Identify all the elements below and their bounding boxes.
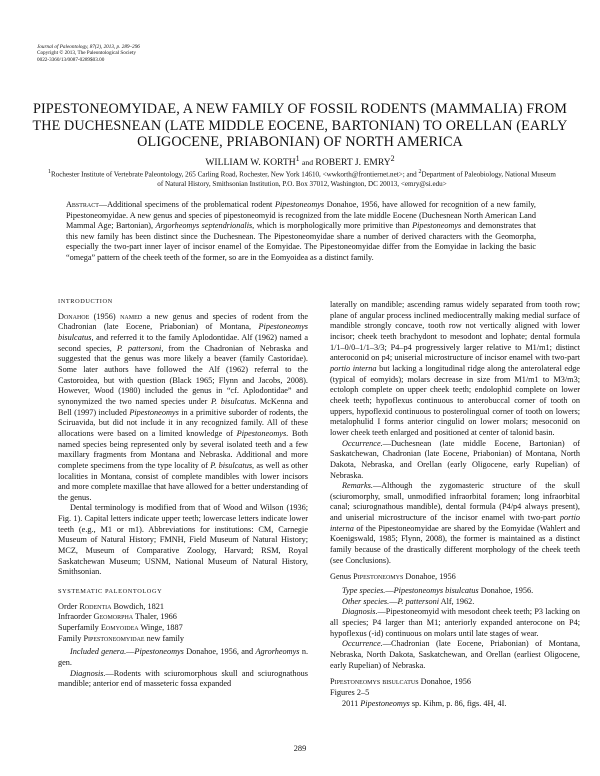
body-text: Donahoe, 1956, and (183, 647, 256, 657)
taxon-name: P. pattersoni (397, 596, 440, 606)
species-figures-line: Figures 2–5 (330, 687, 370, 697)
classification-block (58, 602, 308, 645)
body-text: laterally on mandible; ascending ramus widely separated from tooth row; plane of angular process inclined mediocentrally making medial surface of mandible strongly concave, tooth row not vertically aligned with lower incisor; cheek teeth brachydont to mesodont and lophate; dental formula 1/1–0/0–1/1–3/3; P4–p4 progressively larger relative to M1/m1; distinct anteroconid on p4; uniserial microstructure of incisor enamel with two-part (330, 300, 580, 363)
taxon-name: P. pattersoni (116, 343, 162, 353)
rank-text: Superfamily (58, 623, 101, 633)
taxon-name: Pipestoneomys (236, 428, 287, 438)
abstract-text: , which is morphologically more primitive than (252, 221, 413, 230)
rank-text: Order (58, 601, 80, 611)
left-column (58, 297, 308, 690)
intro-paragraph-1 (58, 312, 308, 504)
body-text: named (120, 311, 143, 321)
journal-citation: Journal of Paleontology, 87(2), 2013, p. 289–296 (37, 44, 140, 50)
paragraph-label: Occurrence. (342, 639, 383, 649)
author-emry: ROBERT J. EMRY (315, 157, 391, 169)
family-line (58, 634, 308, 645)
abstract-text: Donahoe, 1956, have allowed for recognition of a new family, Pipestoneomyidae. A new genus and species of pipestoneomyid is recognized from the late middle Eocene (Duchesnean North American Land Mammal Age; Bartonian), (66, 200, 536, 230)
abstract-label: Abstract (66, 200, 99, 209)
body-text: —Rodents with sciuromorphous skull and sciurognathous mandible; anterior end of masseteric fossa expanded (58, 668, 308, 689)
author-line (30, 154, 570, 168)
species-heading (330, 677, 580, 688)
abstract (66, 200, 536, 263)
body-text: (1956) (89, 311, 121, 321)
taxon-name: P. bisulcatus (211, 396, 255, 406)
paragraph-label: Diagnosis. (342, 607, 378, 617)
authority-text: Thaler, 1966 (133, 612, 177, 622)
body-text: — (385, 586, 394, 596)
diagnosis-continued (330, 300, 580, 439)
taxon-name: Pipestoneomys (353, 572, 404, 582)
taxon-name: Pipestoneomys bisulcatus (58, 322, 308, 342)
taxon-name: Eomyoidea (100, 623, 139, 633)
body-text: 2011 (342, 698, 361, 708)
body-text: —Duchesnean (late middle Eocene, Bartonian) of Saskatchewan, Chadronian (late Eocene, Priabonian) of Montana, North Dakota, Nebraska, and Orellan (early Oligocene, early Rupelian) of Nebraska. (330, 438, 580, 480)
taxon-name: Rodentia (79, 601, 112, 611)
body-text: , and referred it to the family Aplodontidae. Alf (1962) named a second species, (58, 332, 308, 353)
body-text: —Although the zygomasteric structure of the skull (sciuromorphy, small, unmodified infraorbital foramen; long infraorbital canal; sciurognathous mandible), dental formula (P4/p4 always present), and uniserial microstructure of the incisor enamel with two-part (330, 481, 580, 523)
abstract-text: —Additional specimens of the problematical rodent (98, 200, 275, 209)
body-text: of the Pipestoneomyidae are shared by the Eomyidae (Wahlert and Koenigswald, 1985; Flynn, 2008), the former is maintained as a distinct family because of the drastically different morphology of the cheek teeth (see Conclusions). (330, 523, 580, 565)
genus-occurrence-paragraph (330, 639, 580, 671)
author-emry-affil-mark: 2 (390, 154, 395, 163)
affiliation-1: Rochester Institute of Vertebrate Paleontology, 265 Carling Road, Rochester, New York 14610, <wwkorth@frontiernet.net>; and (51, 170, 417, 179)
body-text: , from the Chadronian of Nebraska and suggested that the genus was more likely a beaver (family Castoridae). Some later authors have followed the Alf (1962) referral to the Castoroidea, but with question (Black 1965; Flynn and Jacobs, 2008). However, Wood (1980) included the genus in “cf. Aplodontidae” and synonymized the two named species under (58, 343, 309, 406)
taxon-name: Pipestoneomys (129, 407, 179, 417)
authority-text: new family (144, 633, 185, 643)
drop-cap-word: Donahoe (58, 311, 90, 321)
taxon-name: Agrorheomys (255, 647, 300, 657)
introduction-heading: INTRODUCTION (58, 298, 113, 305)
author-affiliations (48, 168, 556, 189)
taxon-name: Pipestoneomyidae (83, 633, 145, 643)
journal-copyright: Copyright © 2013, The Paleontological Society (37, 50, 136, 57)
abstract-text: and demonstrates that this new family has been distinct since the Duchesnean. The Pipestoneomyidae share a number of derived characters with the Geomorpha, especially the two-part inner layer of incisor enamel of the Eomyidae. The Pipestoneomyidae differ from the Eomyidae in lacking the basic “omega” pattern of the cheek teeth of the former, so are in the Eomyoidea as a distinct family. (66, 221, 536, 262)
other-species-paragraph (330, 597, 580, 608)
included-genera-paragraph (58, 647, 308, 668)
authority-text: Bowdich, 1821 (111, 601, 164, 611)
family-diagnosis-paragraph (58, 669, 308, 690)
affil-mark-2: 2 (418, 169, 422, 175)
superfamily-line (58, 623, 308, 634)
paragraph-label: Type species. (342, 586, 386, 596)
systematic-heading: SYSTEMATIC PALEONTOLOGY (58, 588, 163, 596)
authority-text: Donahoe, 1956 (418, 677, 472, 687)
paragraph-label: Included genera. (70, 647, 127, 657)
body-text: sp. Kihm, p. 86, figs. 4H, 4I. (409, 698, 507, 708)
body-text: — (126, 647, 135, 657)
taxon-name: Pipestoneomys (412, 221, 462, 230)
intro-paragraph-2: Dental terminology is modified from that of Wood and Wilson (1936; Fig. 1). Capital letters indicate upper teeth; lowercase letters indicate lower teeth (e.g., M1 or m1). Abbreviations for institutions: CM, Carnegie Museum of Natural History; FMNH, Field Museum of Natural History; MCZ, Museum of Comparative Zoology, Harvard; RSM, Royal Saskatchewan Museum; USNM, National Museum of Natural History, Smithsonian. (58, 503, 308, 577)
author-korth-affil-mark: 1 (295, 154, 300, 163)
body-text: a new genus and species of rodent from the Chadronian (late Eocene, Priabonian) of Montana, (58, 311, 309, 332)
taxon-name: P. bisulcatus (210, 460, 253, 470)
synonymy-entry (330, 699, 580, 710)
remarks-paragraph (330, 481, 580, 566)
taxon-name: Pipestoneomys (360, 698, 410, 708)
affiliation-2: Department of Paleobiology, National Museum of Natural History, Smithsonian Institution, P.O. Box 37012, Washington, DC 20013, <emry@si.edu> (157, 170, 556, 188)
body-text: . McKenna and Bell (1997) included (58, 396, 309, 417)
rank-text: Infraorder (58, 612, 94, 622)
body-text: in a primitive suborder of rodents, the Sciruavida, but did not include it in any recognized family. All of these allocations were based on a limited knowledge of (58, 407, 308, 438)
journal-header (37, 44, 140, 63)
body-text: . Both named species being represented only by several isolated teeth and a few maxillary fragments from Montana and Nebraska. Additional and more complete specimens from the type locality of (58, 428, 308, 470)
body-text: —Pipestoneomyid with mesodont cheek teeth; P3 lacking on all species; P4 larger than M1; anteriorly expanded anterocone on P4; hypoflexus (-id) continuous on molars until late stages of wear. (330, 607, 580, 638)
article-title: PIPESTONEOMYIDAE, A NEW FAMILY OF FOSSIL RODENTS (MAMMALIA) FROM THE DUCHESNEAN (LATE MIDDLE EOCENE, BARTONIAN) TO ORELLAN (EARLY OLIGOCENE, PRIABONIAN) OF NORTH AMERICA (32, 101, 568, 150)
taxon-name: Pipestoneomys (274, 200, 325, 209)
body-text: Donahoe, 1956. (478, 586, 534, 596)
term: portio interna (330, 363, 377, 373)
right-column (330, 300, 580, 709)
authority-text: Winge, 1887 (138, 623, 183, 633)
authority-text: Donahoe, 1956 (403, 572, 456, 582)
body-text: but lacking a longitudinal ridge along the anterolateral edge (typical of eomyids); molars decrease in size from M1/m1 to M3/m3; ectoloph complete on upper cheek teeth; endolophid complete on lower cheek teeth; hypoflexus continuous to anterobuccal corner of tooth on uppers, hypoflexid continuous to posterolingual corner of tooth on lowers; metalophulid I forms anterior cingulid on lower molars; mesoconid on lower cheek teeth enlarged and positioned at center of talonid basin. (330, 363, 580, 437)
paragraph-label: Remarks. (342, 481, 373, 491)
body-text: — (389, 596, 398, 606)
page-number: 289 (293, 744, 307, 753)
author-conjunction: and (302, 158, 314, 168)
body-text: —Chadronian (late Eocene, Priabonian) of Montana, Nebraska, North Dakota, Saskatchewan, and Orellan (earliest Oligocene, early Rupelian) of Nebraska. (330, 639, 580, 670)
body-text: , as well as other localities in Montana, consist of complete mandibles with lower incisors and more complete maxillae that have allowed for a better understanding of the genus. (58, 460, 308, 502)
family-occurrence-paragraph (330, 439, 580, 482)
affil-mark-1: 1 (48, 169, 51, 175)
taxon-name: Argorheomys septendrionalis (155, 221, 253, 230)
paragraph-label: Other species. (342, 596, 390, 606)
order-line (58, 602, 308, 613)
taxon-name: Pipestoneomys (134, 647, 184, 657)
genus-diagnosis-paragraph (330, 607, 580, 639)
infraorder-line (58, 612, 308, 623)
term: portio interna (330, 513, 580, 533)
body-text: Alf, 1962. (439, 596, 475, 606)
journal-doi: 0022-3360/13/0087-0289$03.00 (37, 56, 105, 63)
rank-text: Family (58, 633, 84, 643)
taxon-name: Pipestoneomys bisulcatus (393, 586, 479, 596)
paragraph-label: Occurrence. (342, 438, 383, 448)
body-text: n. gen. (58, 647, 309, 667)
genus-heading (330, 572, 580, 583)
taxon-name: Geomorpha (93, 612, 134, 622)
taxon-name: Pipestoneomys bisulcatus (330, 677, 419, 687)
paragraph-label: Diagnosis. (70, 668, 106, 678)
rank-text: Genus (330, 572, 354, 582)
author-korth: WILLIAM W. KORTH (205, 157, 296, 169)
type-species-paragraph (330, 586, 580, 597)
